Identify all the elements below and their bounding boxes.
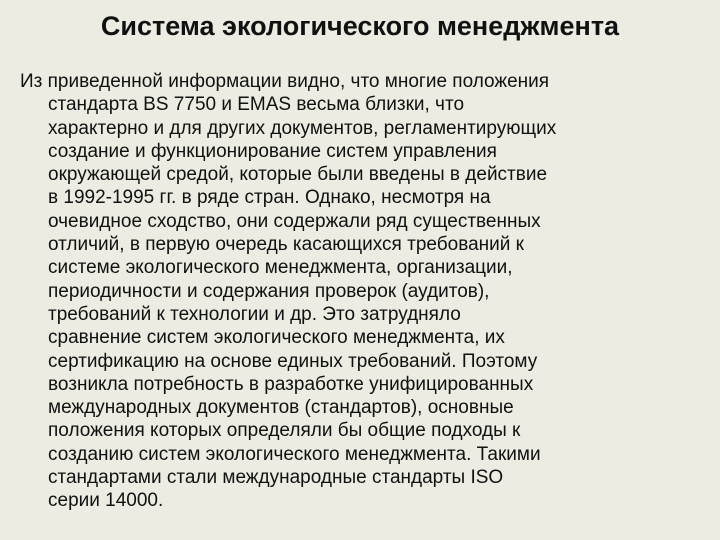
body-line: окружающей средой, которые были введены в действие <box>48 164 548 186</box>
body-line: требований к технологии и др. Это затрудняло <box>48 303 461 325</box>
body-line: сертификацию на основе единых требований. Поэтому <box>48 350 538 372</box>
body-line: стандарта BS 7750 и EMAS весьма близки, что <box>48 94 465 116</box>
body-line: серии 14000. <box>48 490 164 512</box>
body-line: сравнение систем экологического менеджмента, их <box>48 327 505 349</box>
slide-body-text <box>20 70 710 513</box>
body-line: положения которых определяли бы общие подходы к <box>48 420 521 442</box>
body-line: в 1992-1995 гг. в ряде стран. Однако, несмотря на <box>48 187 491 209</box>
body-line: характерно и для других документов, регламентирующих <box>48 117 557 139</box>
body-line: стандартами стали международные стандарты ISO <box>48 467 504 489</box>
body-line: Из приведенной информации видно, что многие положения <box>20 71 550 92</box>
body-line: системе экологического менеджмента, организации, <box>48 257 513 279</box>
body-line: очевидное сходство, они содержали ряд существенных <box>48 210 541 232</box>
body-line: международных документов (стандартов), основные <box>48 397 514 419</box>
body-line: возникла потребность в разработке унифицированных <box>48 373 534 395</box>
slide-title: Система экологического менеджмента <box>100 11 620 41</box>
body-line: отличий, в первую очередь касающихся требований к <box>48 234 524 256</box>
body-line: создание и функционирование систем управления <box>48 140 497 162</box>
body-line: периодичности и содержания проверок (аудитов), <box>48 280 490 302</box>
body-line: созданию систем экологического менеджмента. Такими <box>48 443 541 465</box>
